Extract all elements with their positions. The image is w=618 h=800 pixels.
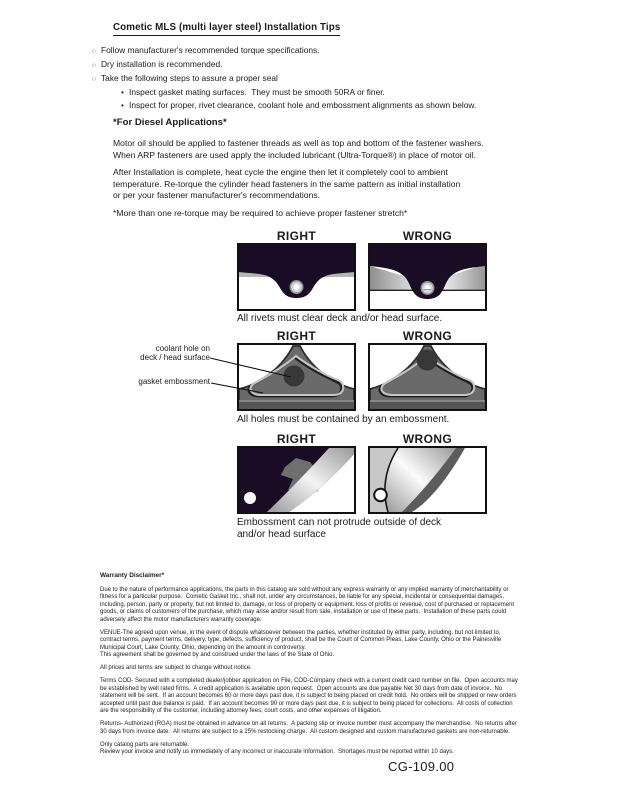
deck-edge-strip [370,401,485,409]
text-line: This agreement shall be governed by and construed under the laws of the State of Ohio. [100,652,335,658]
dot-bullet-icon: • [121,101,124,110]
bullet-text: Inspect gasket mating surfaces. They must be smooth 50RA or finer. [129,87,385,97]
paragraph [113,167,484,202]
diagram-embossment-right-panel [237,446,356,514]
text-line: Terms COD- Secured with a completed dealer/jobber application on File, COD-Company check with a current credit card number on file. Open accounts may [100,678,518,684]
coolant-pointer-line [210,358,291,377]
embossment-pointer-line [211,383,263,393]
legal-paragraph [100,742,540,757]
text-line: After Installation is complete, heat cycle the engine then let it completely cool to ambient [113,166,448,177]
text-line: temperature. Re-torque the cylinder head fasteners in the same pattern as initial installation [113,178,461,189]
legal-paragraph [100,678,540,716]
text-line: fitness for a particular purpose. Cometic Gasket Inc., shall not, under any circumstances, be liable for any special, incidental or consequential damages, [100,594,504,600]
label-line: coolant hole on [155,344,210,353]
text-line: or per your fastener manufacturer's recommendations. [113,190,321,201]
diagram-rivets-wrong-panel [368,243,487,311]
legal-paragraph [100,665,540,673]
caption-embossment: Embossment can not protrude outside of deck and/or head surface [237,517,442,540]
bullet-text: Follow manufacturer's recommended torque specifications. [101,45,320,55]
list-item [92,72,476,86]
text-line: Returns- Authorized (RGA) must be obtained in advance on all returns. A packing slip or invoice number must accompany the merchandise. No returns after [100,721,517,727]
text-line: are the responsibility of the customer, including attorney fees, court costs, and other expenses of litigation. [100,708,382,714]
diagram-embossment-wrong-panel [368,446,487,514]
gasket-embossment-label: gasket embossment [138,377,210,386]
page-title: Cometic MLS (multi layer steel) Installation Tips [113,22,340,36]
bolt-hole [374,489,387,502]
diagram-holes-wrong-panel [368,343,487,411]
text-line: Only catalog parts are returnable. [100,741,190,748]
text-line: VENUE-The agreed upon venue, in the event of dispute whatsoever between the parties, whether instituted by either party, including, but not limited to, [100,629,501,636]
text-line: Municipal Court, Lake County, Ohio, depending on the amount in controversy. [100,644,306,651]
bullet-text: Dry installation is recommended. [101,59,223,69]
paragraph [113,138,484,162]
text-line: contract terms, payment terms, delivery, type, defects, sufficiency of product, shall be the Court of Common Pleas, Lake County, Ohio or the Painesville [100,637,502,643]
text-line: 30 days from invoice date. All returns are subject to a 25% restocking charge. All custom designed and custom manufactured gaskets are non-returnable. [100,728,510,735]
rivet-center [294,284,300,290]
list-item [92,58,476,72]
wrong-header: WRONG [402,229,453,243]
circle-bullet-icon: ○ [92,48,96,55]
text-line: accepted until past due balance is paid. If an account becomes 90 or more days past due, it is subject to being placed for collections. All costs of collection [100,700,513,707]
warranty-disclaimer-section [100,572,540,762]
deck-edge-strip [239,401,354,409]
text-line: goods, or claims of customers of the purchase, which may arise and/or result from sale, installation or use of these parts. Installation of these parts could [100,609,507,615]
text-line: adversely affect the motor manufacturers warranty coverage. [100,616,262,623]
text-line: including, person, party or property, but not limited to, damage, or loss of property or equipment, loss of profits or revenue, cost of purchased or replacement [100,601,515,608]
diagram-rivets-right-panel [237,243,356,311]
bullet-text: Take the following steps to assure a proper seal [101,73,278,83]
wrong-header: WRONG [402,432,453,446]
right-header: RIGHT [276,329,317,343]
section-heading: *For Diesel Applications* [113,117,227,128]
list-item [92,44,476,58]
text-line: *More than one re-torque may be required to achieve proper fastener stretch* [113,207,408,218]
list-item [121,86,476,99]
coolant-hole-label [108,344,210,362]
legal-paragraph [100,721,540,736]
list-item [121,99,476,112]
page-number: CG-109.00 [388,759,455,774]
label-line: deck / head surface [140,353,210,362]
bolt-hole [244,492,256,504]
text-line: When ARP fasteners are used apply the included lubricant (Ultra-Torque®) in place of motor oil. [113,149,476,160]
text-line: Motor oil should be applied to fastener threads as well as top and bottom of the fastener washers. [113,137,484,148]
caption-holes: All holes must be contained by an embossment. [237,414,450,425]
right-header: RIGHT [276,432,317,446]
text-line: All prices and terms are subject to change without notice. [100,665,252,671]
bullet-text: Inspect for proper, rivet clearance, coolant hole and embossment alignments as shown below. [129,100,477,110]
text-line: Review your invoice and notify us immediately of any incorrect or inaccurate information. Shortages must be reported within 10 days. [100,749,454,755]
caption-rivets: All rivets must clear deck and/or head surface. [237,313,443,324]
re-torque-note [113,208,484,220]
annotation-pointer-lines [205,352,305,397]
text-line: Due to the nature of performance applications, the parts in this catalog are sold without any express warranty or any implied warranty of merchantability or [100,586,509,593]
legal-heading: Warranty Disclaimer* [100,572,165,579]
diesel-applications-section [113,117,484,225]
text-line: be established by well rated firms. A credit application is available upon request. Open accounts are due payable Net 30 days from date of invoice. No [100,685,503,692]
install-tips-list [92,44,476,112]
dot-bullet-icon: • [121,88,124,97]
legal-paragraph [100,587,540,625]
wrong-header: WRONG [402,329,453,343]
text-line: statement will be sent. If an account becomes 60 or more days past due, it is subject to being placed on credit hold. No orders will be shipped or new orders [100,693,517,699]
coolant-hole [417,350,438,371]
right-header: RIGHT [276,229,317,243]
circle-bullet-icon: ○ [92,62,96,69]
legal-paragraph [100,630,540,660]
circle-bullet-icon: ○ [92,76,96,83]
